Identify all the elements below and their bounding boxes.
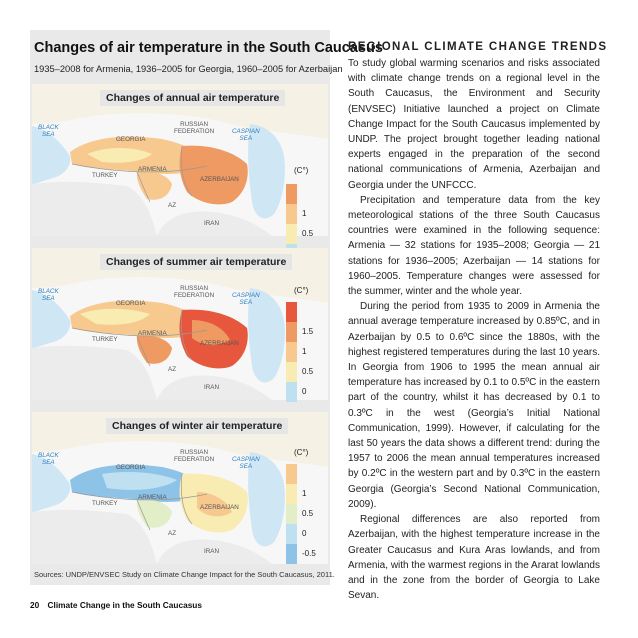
legend-value: 0 bbox=[302, 387, 307, 396]
russia-label: RUSSIAN FEDERATION bbox=[174, 449, 215, 463]
figure-subtitle: 1935–2008 for Armenia, 1936–2005 for Georgia, 1960–2005 for Azerbaijan bbox=[34, 64, 343, 74]
map-annual bbox=[32, 84, 328, 236]
legend-swatch bbox=[286, 204, 297, 224]
iran-label: IRAN bbox=[204, 220, 220, 227]
page-number: 20 bbox=[30, 600, 40, 610]
legend-swatch bbox=[286, 322, 297, 342]
legend-swatch bbox=[286, 464, 297, 484]
legend-swatch bbox=[286, 362, 297, 382]
figure-title: Changes of air temperature in the South Caucasus bbox=[34, 40, 383, 56]
article-body bbox=[348, 56, 600, 603]
iran-label: IRAN bbox=[204, 548, 220, 555]
black-sea-label: BLACK SEA bbox=[38, 452, 59, 466]
legend-value: 1 bbox=[302, 209, 307, 218]
russia-label: RUSSIAN FEDERATION bbox=[174, 285, 215, 299]
map-winter bbox=[32, 412, 328, 564]
armenia-label: ARMENIA bbox=[138, 166, 167, 173]
map-summer-title: Changes of summer air temperature bbox=[100, 254, 292, 270]
legend-swatch bbox=[286, 484, 297, 504]
map-summer-unit: (C°) bbox=[294, 286, 309, 295]
legend-swatch bbox=[286, 382, 297, 402]
azerbaijan-label: AZERBAIJAN bbox=[200, 340, 239, 347]
iran-label: IRAN bbox=[204, 384, 220, 391]
legend-row bbox=[286, 302, 328, 322]
map-winter-graphic bbox=[32, 412, 328, 564]
paragraph: Regional differences are also reported from Azerbaijan, with the highest temperature increase in the Greater Caucasus and Kura Aras lowlands, and from Armenia, with the warmest regions in the Ararat lowlands and in the zone from the border of Georgia to Lake Sevan. bbox=[348, 514, 600, 602]
legend-swatch bbox=[286, 504, 297, 524]
legend-swatch bbox=[286, 342, 297, 362]
page-footer bbox=[30, 600, 202, 610]
paragraph: To study global warming scenarios and risks associated with climate change trends on a regional level in the South Caucasus, the Environment and Security (ENVSEC) Initiative launched a project on Climate Change Impact for the South Caucasus implemented by UNDP. The project brought together leading national experts engaged in the preparation of the second national communications of Armenia, Azerbaijan and Georgia under the UNFCCC. bbox=[348, 58, 600, 191]
armenia-label: ARMENIA bbox=[138, 494, 167, 501]
paragraph: During the period from 1935 to 2009 in Armenia the annual average temperature increased by 0.85ºC, and in Azerbaijan by 0.5 to 0.6ºC since the 1880s, with the highest registered temperatures during the last 10 years. In Georgia from 1906 to 1995 the mean annual air temperature has increased by 0.1 to 0.5ºC in the eastern part of the country, whilst it has decreased by 0.1 to 0.3ºC in the west (Georgia’s Initial National Communication, 1999). However, if calculating for the last 50 years the data shows a different trend: during the 1957 to 2006 the mean annual temperatures increased by 0.2ºC in the western part and by 0.3ºC in the eastern Georgia (Georgia’s Second National Communication, 2009). bbox=[348, 301, 600, 510]
legend-value: 0 bbox=[302, 529, 307, 538]
az-label: AZ bbox=[168, 202, 177, 209]
legend-row bbox=[286, 524, 328, 544]
turkey-label: TURKEY bbox=[92, 500, 118, 507]
legend-value: 0.5 bbox=[302, 509, 314, 518]
map-summer-legend bbox=[286, 302, 328, 402]
map-annual-graphic bbox=[32, 84, 328, 236]
turkey-label: TURKEY bbox=[92, 336, 118, 343]
legend-row bbox=[286, 204, 328, 224]
turkey-label: TURKEY bbox=[92, 172, 118, 179]
legend-swatch bbox=[286, 184, 297, 204]
legend-value: 1 bbox=[302, 489, 307, 498]
map-winter-title: Changes of winter air temperature bbox=[106, 418, 288, 434]
map-winter-legend bbox=[286, 464, 328, 564]
map-summer-graphic bbox=[32, 248, 328, 400]
georgia-label: GEORGIA bbox=[116, 300, 146, 307]
map-winter-unit: (C°) bbox=[294, 448, 309, 457]
legend-value: 0.5 bbox=[302, 229, 314, 238]
az-label: AZ bbox=[168, 530, 177, 537]
figure-panel bbox=[30, 30, 383, 585]
georgia-label: GEORGIA bbox=[116, 136, 146, 143]
russia-label: RUSSIAN FEDERATION bbox=[174, 121, 215, 135]
map-summer bbox=[32, 248, 328, 400]
legend-value: -0.5 bbox=[302, 549, 316, 558]
armenia-label: ARMENIA bbox=[138, 330, 167, 337]
legend-row bbox=[286, 184, 328, 204]
legend-swatch bbox=[286, 224, 297, 244]
legend-row bbox=[286, 322, 328, 342]
black-sea-label: BLACK SEA bbox=[38, 288, 59, 302]
legend-swatch bbox=[286, 544, 297, 564]
caspian-sea-label: CASPIAN SEA bbox=[232, 292, 260, 306]
legend-value: 1.5 bbox=[302, 327, 314, 336]
legend-row bbox=[286, 342, 328, 362]
legend-row bbox=[286, 544, 328, 564]
legend-swatch bbox=[286, 524, 297, 544]
caspian-sea-label: CASPIAN SEA bbox=[232, 456, 260, 470]
georgia-label: GEORGIA bbox=[116, 464, 146, 471]
az-label: AZ bbox=[168, 366, 177, 373]
caspian-sea-label: CASPIAN SEA bbox=[232, 128, 260, 142]
legend-row bbox=[286, 224, 328, 244]
map-annual-title: Changes of annual air temperature bbox=[100, 90, 285, 106]
section-heading: REGIONAL CLIMATE CHANGE TRENDS bbox=[348, 41, 608, 53]
running-title: Climate Change in the South Caucasus bbox=[47, 600, 202, 610]
legend-row bbox=[286, 464, 328, 484]
black-sea-label: BLACK SEA bbox=[38, 124, 59, 138]
legend-row bbox=[286, 484, 328, 504]
map-annual-unit: (C°) bbox=[294, 166, 309, 175]
legend-value: 0.5 bbox=[302, 367, 314, 376]
azerbaijan-label: AZERBAIJAN bbox=[200, 176, 239, 183]
paragraph: Precipitation and temperature data from the key meteorological stations of the three South Caucasus countries were examined in the following sequence: Armenia — 32 stations for 1935–2008; Georgia — 21 stations for 1936–2005; Azerbaijan — 14 stations for 1960–2005. Temperature changes were assessed for the summer, winter and the whole year. bbox=[348, 194, 600, 298]
azerbaijan-label: AZERBAIJAN bbox=[200, 504, 239, 511]
legend-row bbox=[286, 504, 328, 524]
legend-swatch bbox=[286, 302, 297, 322]
legend-row bbox=[286, 382, 328, 402]
legend-row bbox=[286, 362, 328, 382]
figure-source: Sources: UNDP/ENVSEC Study on Climate Change Impact for the South Caucasus, 2011. bbox=[34, 570, 335, 579]
legend-value: 1 bbox=[302, 347, 307, 356]
